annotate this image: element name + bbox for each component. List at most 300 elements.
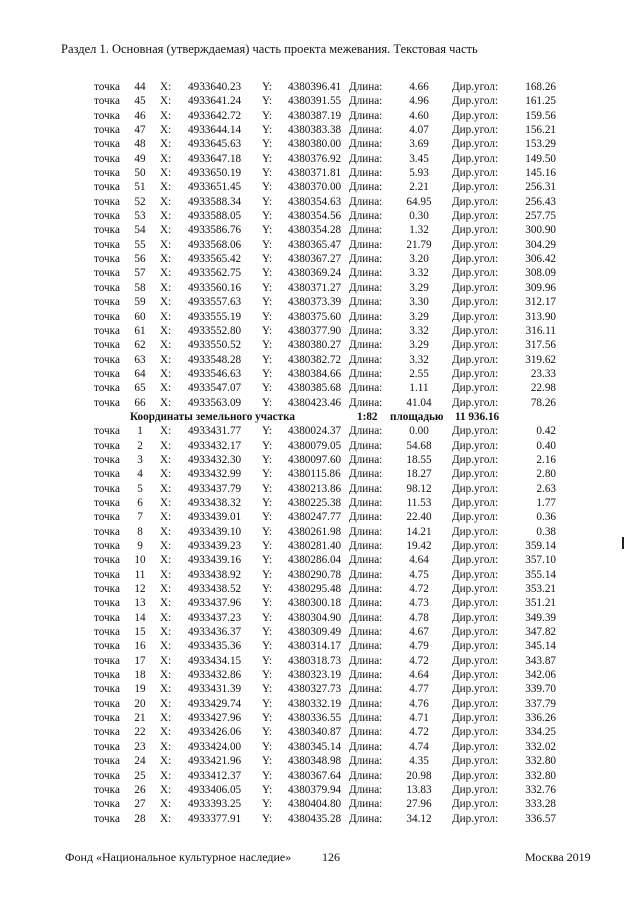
x-coordinate: 4933651.45 (188, 181, 242, 194)
angle-label: Дир.угол: (452, 95, 499, 108)
point-label: точка (94, 740, 120, 753)
angle-label: Дир.угол: (452, 152, 499, 165)
y-label: Y: (262, 583, 273, 596)
x-coordinate: 4933555.19 (188, 310, 242, 323)
x-label: X: (160, 124, 172, 137)
point-label: точка (94, 568, 120, 581)
angle-label: Дир.угол: (452, 224, 499, 237)
x-label: X: (160, 453, 172, 466)
point-label: точка (94, 654, 120, 667)
y-label: Y: (262, 511, 273, 524)
x-label: X: (160, 482, 172, 495)
table-row (0, 682, 628, 696)
y-label: Y: (262, 640, 273, 653)
x-coordinate: 4933437.96 (188, 597, 242, 610)
angle-value: 317.56 (525, 339, 556, 352)
length-value: 19.42 (406, 540, 432, 552)
x-coordinate: 4933438.32 (188, 496, 242, 509)
table-row (0, 152, 628, 166)
table-row (0, 510, 628, 524)
length-label: Длина: (349, 152, 383, 165)
x-coordinate: 4933421.96 (188, 755, 242, 768)
angle-label: Дир.угол: (452, 626, 499, 639)
angle-label: Дир.угол: (452, 611, 499, 624)
x-label: X: (160, 712, 172, 725)
length-value: 13.83 (406, 783, 432, 796)
angle-label: Дир.угол: (452, 640, 499, 653)
length-label: Длина: (349, 310, 383, 323)
y-coordinate: 4380380.00 (288, 138, 342, 151)
x-label: X: (160, 597, 172, 610)
angle-label: Дир.угол: (452, 425, 499, 438)
x-coordinate: 4933439.01 (188, 511, 242, 524)
angle-value: 0.42 (536, 425, 556, 438)
x-label: X: (160, 812, 172, 825)
y-label: Y: (262, 769, 273, 782)
length-value: 1.32 (409, 224, 429, 237)
footer-organization: Фонд «Национальное культурное наследие» (65, 850, 292, 864)
point-label: точка (94, 181, 120, 194)
y-coordinate: 4380354.56 (288, 210, 342, 223)
length-label: Длина: (349, 812, 383, 825)
y-coordinate: 4380314.17 (288, 640, 342, 653)
length-value: 4.76 (409, 697, 429, 710)
angle-value: 343.87 (525, 654, 556, 667)
angle-label: Дир.угол: (452, 482, 499, 495)
angle-value: 345.14 (525, 640, 556, 653)
y-coordinate: 4380295.48 (288, 583, 342, 596)
angle-value: 0.38 (536, 525, 556, 538)
point-label: точка (94, 109, 120, 122)
table-row (0, 424, 628, 438)
y-label: Y: (262, 726, 273, 739)
x-label: X: (160, 253, 172, 266)
table-row (0, 625, 628, 639)
table-row (0, 80, 628, 94)
y-coordinate: 4380365.47 (288, 238, 342, 251)
point-label: точка (94, 783, 120, 796)
angle-value: 351.21 (525, 597, 556, 610)
angle-value: 257.75 (525, 210, 556, 223)
section-heading-row (0, 410, 628, 424)
point-number: 16 (134, 640, 146, 653)
table-row (0, 94, 628, 108)
angle-label: Дир.угол: (452, 583, 499, 596)
length-label: Длина: (349, 583, 383, 596)
length-label: Длина: (349, 726, 383, 739)
y-label: Y: (262, 310, 273, 323)
table-row (0, 238, 628, 252)
length-label: Длина: (349, 783, 383, 796)
x-coordinate: 4933439.16 (188, 554, 242, 567)
angle-label: Дир.угол: (452, 439, 499, 452)
x-label: X: (160, 296, 172, 309)
point-label: точка (94, 367, 120, 380)
point-label: точка (94, 310, 120, 323)
y-label: Y: (262, 669, 273, 682)
x-coordinate: 4933393.25 (188, 798, 242, 811)
angle-label: Дир.угол: (452, 238, 499, 251)
x-coordinate: 4933560.16 (188, 281, 242, 294)
y-coordinate: 4380387.19 (288, 109, 342, 122)
length-label: Длина: (349, 511, 383, 524)
table-row (0, 711, 628, 725)
length-label: Длина: (349, 683, 383, 696)
x-coordinate: 4933565.42 (188, 253, 242, 266)
point-label: точка (94, 525, 120, 538)
x-label: X: (160, 740, 172, 753)
point-number: 59 (134, 296, 146, 309)
table-row (0, 668, 628, 682)
y-coordinate: 4380286.04 (288, 554, 342, 567)
point-number: 25 (134, 769, 146, 782)
length-value: 3.32 (409, 324, 429, 337)
angle-value: 306.42 (525, 253, 556, 266)
angle-label: Дир.угол: (452, 353, 499, 366)
angle-value: 161.25 (525, 95, 556, 108)
point-label: точка (94, 482, 120, 495)
y-coordinate: 4380323.19 (288, 669, 342, 682)
point-label: точка (94, 626, 120, 639)
angle-value: 359.14 (525, 540, 556, 552)
angle-value: 357.10 (525, 554, 556, 567)
length-label: Длина: (349, 167, 383, 180)
x-label: X: (160, 382, 172, 395)
table-row (0, 725, 628, 739)
x-label: X: (160, 167, 172, 180)
point-label: точка (94, 697, 120, 710)
angle-value: 316.11 (525, 324, 556, 337)
x-label: X: (160, 683, 172, 696)
table-row (0, 166, 628, 180)
x-coordinate: 4933550.52 (188, 339, 242, 352)
length-label: Длина: (349, 798, 383, 811)
angle-value: 300.90 (525, 224, 556, 237)
angle-value: 332.80 (525, 755, 556, 768)
point-number: 49 (134, 152, 146, 165)
length-value: 18.27 (406, 468, 432, 481)
x-label: X: (160, 769, 172, 782)
angle-value: 333.28 (525, 798, 556, 811)
y-coordinate: 4380391.55 (288, 95, 342, 108)
scan-artifact-mark (622, 537, 624, 549)
y-coordinate: 4380247.77 (288, 511, 342, 524)
length-value: 27.96 (406, 798, 432, 811)
angle-value: 355.14 (525, 568, 556, 581)
x-label: X: (160, 783, 172, 796)
y-label: Y: (262, 152, 273, 165)
x-coordinate: 4933429.74 (188, 697, 242, 710)
table-row (0, 582, 628, 596)
angle-label: Дир.угол: (452, 812, 499, 825)
length-label: Длина: (349, 568, 383, 581)
length-value: 4.73 (409, 597, 429, 610)
y-coordinate: 4380079.05 (288, 439, 342, 452)
x-label: X: (160, 138, 172, 151)
length-label: Длина: (349, 439, 383, 452)
angle-value: 309.96 (525, 281, 556, 294)
y-coordinate: 4380375.60 (288, 310, 342, 323)
y-label: Y: (262, 296, 273, 309)
angle-label: Дир.угол: (452, 540, 499, 552)
angle-label: Дир.угол: (452, 496, 499, 509)
length-value: 3.69 (409, 138, 429, 151)
x-label: X: (160, 267, 172, 280)
angle-value: 0.40 (536, 439, 556, 452)
y-coordinate: 4380318.73 (288, 654, 342, 667)
x-label: X: (160, 181, 172, 194)
point-label: точка (94, 812, 120, 825)
table-row (0, 797, 628, 811)
table-row (0, 109, 628, 123)
table-row (0, 295, 628, 309)
point-label: точка (94, 453, 120, 466)
table-row (0, 123, 628, 137)
length-value: 41.04 (406, 396, 432, 409)
table-row (0, 812, 628, 826)
x-label: X: (160, 755, 172, 768)
point-label: точка (94, 669, 120, 682)
length-label: Длина: (349, 640, 383, 653)
table-row (0, 353, 628, 367)
length-label: Длина: (349, 496, 383, 509)
angle-label: Дир.угол: (452, 525, 499, 538)
length-value: 4.64 (409, 554, 429, 567)
point-number: 50 (134, 167, 146, 180)
section-scale: 1:82 (357, 410, 378, 423)
length-value: 22.40 (406, 511, 432, 524)
angle-label: Дир.угол: (452, 195, 499, 208)
x-label: X: (160, 224, 172, 237)
point-label: точка (94, 396, 120, 409)
section-area-value: 11 936.16 (455, 410, 500, 423)
x-coordinate: 4933641.24 (188, 95, 242, 108)
y-coordinate: 4380423.46 (288, 396, 342, 409)
point-number: 13 (134, 597, 146, 610)
length-label: Длина: (349, 396, 383, 409)
angle-label: Дир.угол: (452, 697, 499, 710)
length-value: 4.74 (409, 740, 429, 753)
x-label: X: (160, 525, 172, 538)
x-coordinate: 4933432.99 (188, 468, 242, 481)
point-number: 45 (134, 95, 146, 108)
point-number: 18 (134, 669, 146, 682)
footer-city-year: Москва 2019 (525, 850, 591, 864)
x-coordinate: 4933552.80 (188, 324, 242, 337)
x-coordinate: 4933434.15 (188, 654, 242, 667)
angle-value: 2.63 (536, 482, 556, 495)
angle-value: 156.21 (525, 124, 556, 137)
length-value: 2.55 (409, 367, 429, 380)
table-row (0, 568, 628, 582)
table-row (0, 381, 628, 395)
length-value: 4.64 (409, 669, 429, 682)
coordinates-table (0, 80, 628, 826)
x-coordinate: 4933645.63 (188, 138, 242, 151)
x-coordinate: 4933547.07 (188, 382, 242, 395)
x-label: X: (160, 425, 172, 438)
angle-value: 1.77 (536, 496, 556, 509)
point-number: 9 (137, 540, 143, 552)
point-number: 1 (137, 425, 143, 438)
table-row (0, 338, 628, 352)
y-coordinate: 4380225.38 (288, 496, 342, 509)
length-value: 2.21 (409, 181, 429, 194)
y-label: Y: (262, 468, 273, 481)
point-label: точка (94, 554, 120, 567)
point-label: точка (94, 439, 120, 452)
x-label: X: (160, 396, 172, 409)
x-coordinate: 4933439.10 (188, 525, 242, 538)
x-label: X: (160, 540, 172, 552)
x-label: X: (160, 726, 172, 739)
point-label: точка (94, 95, 120, 108)
length-value: 4.67 (409, 626, 429, 639)
angle-label: Дир.угол: (452, 597, 499, 610)
angle-label: Дир.угол: (452, 511, 499, 524)
table-row (0, 539, 628, 553)
angle-label: Дир.угол: (452, 281, 499, 294)
length-label: Длина: (349, 626, 383, 639)
angle-value: 334.25 (525, 726, 556, 739)
point-label: точка (94, 611, 120, 624)
table-row (0, 324, 628, 338)
y-label: Y: (262, 181, 273, 194)
length-label: Длина: (349, 210, 383, 223)
length-value: 4.79 (409, 640, 429, 653)
y-label: Y: (262, 568, 273, 581)
x-label: X: (160, 640, 172, 653)
point-label: точка (94, 755, 120, 768)
y-coordinate: 4380369.24 (288, 267, 342, 280)
point-label: точка (94, 798, 120, 811)
point-label: точка (94, 253, 120, 266)
length-label: Длина: (349, 740, 383, 753)
x-coordinate: 4933562.75 (188, 267, 242, 280)
length-value: 11.53 (406, 496, 432, 509)
angle-value: 149.50 (525, 152, 556, 165)
point-number: 52 (134, 195, 146, 208)
y-coordinate: 4380304.90 (288, 611, 342, 624)
point-number: 53 (134, 210, 146, 223)
point-label: точка (94, 339, 120, 352)
table-row (0, 740, 628, 754)
y-label: Y: (262, 740, 273, 753)
point-number: 63 (134, 353, 146, 366)
y-label: Y: (262, 167, 273, 180)
y-coordinate: 4380336.55 (288, 712, 342, 725)
length-value: 1.11 (409, 382, 429, 395)
x-label: X: (160, 195, 172, 208)
length-value: 4.78 (409, 611, 429, 624)
y-label: Y: (262, 453, 273, 466)
x-label: X: (160, 281, 172, 294)
angle-value: 168.26 (525, 81, 556, 93)
length-value: 4.35 (409, 755, 429, 768)
table-row (0, 639, 628, 653)
point-number: 62 (134, 339, 146, 352)
angle-label: Дир.угол: (452, 683, 499, 696)
y-coordinate: 4380380.27 (288, 339, 342, 352)
point-label: точка (94, 224, 120, 237)
length-value: 3.30 (409, 296, 429, 309)
length-value: 4.72 (409, 583, 429, 596)
length-label: Длина: (349, 267, 383, 280)
length-value: 20.98 (406, 769, 432, 782)
x-label: X: (160, 798, 172, 811)
angle-label: Дир.угол: (452, 783, 499, 796)
y-label: Y: (262, 396, 273, 409)
angle-label: Дир.угол: (452, 798, 499, 811)
y-coordinate: 4380281.40 (288, 540, 342, 552)
length-label: Длина: (349, 324, 383, 337)
angle-value: 145.16 (525, 167, 556, 180)
angle-label: Дир.угол: (452, 669, 499, 682)
length-label: Длина: (349, 453, 383, 466)
y-label: Y: (262, 339, 273, 352)
y-coordinate: 4380376.92 (288, 152, 342, 165)
x-label: X: (160, 511, 172, 524)
x-label: X: (160, 669, 172, 682)
length-label: Длина: (349, 697, 383, 710)
point-label: точка (94, 81, 120, 93)
x-label: X: (160, 339, 172, 352)
point-label: точка (94, 597, 120, 610)
section-title: Координаты земельного участка (130, 410, 295, 423)
point-label: точка (94, 769, 120, 782)
angle-value: 2.16 (536, 453, 556, 466)
point-number: 44 (134, 81, 146, 93)
length-value: 0.30 (409, 210, 429, 223)
table-row (0, 697, 628, 711)
length-value: 4.72 (409, 726, 429, 739)
point-number: 20 (134, 697, 146, 710)
y-coordinate: 4380354.63 (288, 195, 342, 208)
point-number: 57 (134, 267, 146, 280)
y-label: Y: (262, 281, 273, 294)
table-row (0, 252, 628, 266)
x-label: X: (160, 81, 172, 93)
angle-label: Дир.угол: (452, 210, 499, 223)
y-label: Y: (262, 267, 273, 280)
angle-value: 353.21 (525, 583, 556, 596)
y-coordinate: 4380309.49 (288, 626, 342, 639)
angle-value: 337.79 (525, 697, 556, 710)
angle-value: 153.29 (525, 138, 556, 151)
angle-label: Дир.угол: (452, 453, 499, 466)
x-coordinate: 4933439.23 (188, 540, 242, 552)
angle-label: Дир.угол: (452, 755, 499, 768)
length-value: 4.96 (409, 95, 429, 108)
table-row (0, 525, 628, 539)
y-label: Y: (262, 611, 273, 624)
angle-label: Дир.угол: (452, 712, 499, 725)
x-coordinate: 4933377.91 (188, 812, 242, 825)
y-coordinate: 4380213.86 (288, 482, 342, 495)
length-label: Длина: (349, 81, 383, 93)
point-label: точка (94, 124, 120, 137)
angle-value: 347.82 (525, 626, 556, 639)
point-number: 65 (134, 382, 146, 395)
y-coordinate: 4380345.14 (288, 740, 342, 753)
y-label: Y: (262, 597, 273, 610)
angle-label: Дир.угол: (452, 81, 499, 93)
y-label: Y: (262, 554, 273, 567)
point-number: 28 (134, 812, 146, 825)
x-coordinate: 4933438.52 (188, 583, 242, 596)
y-label: Y: (262, 382, 273, 395)
angle-value: 304.29 (525, 238, 556, 251)
